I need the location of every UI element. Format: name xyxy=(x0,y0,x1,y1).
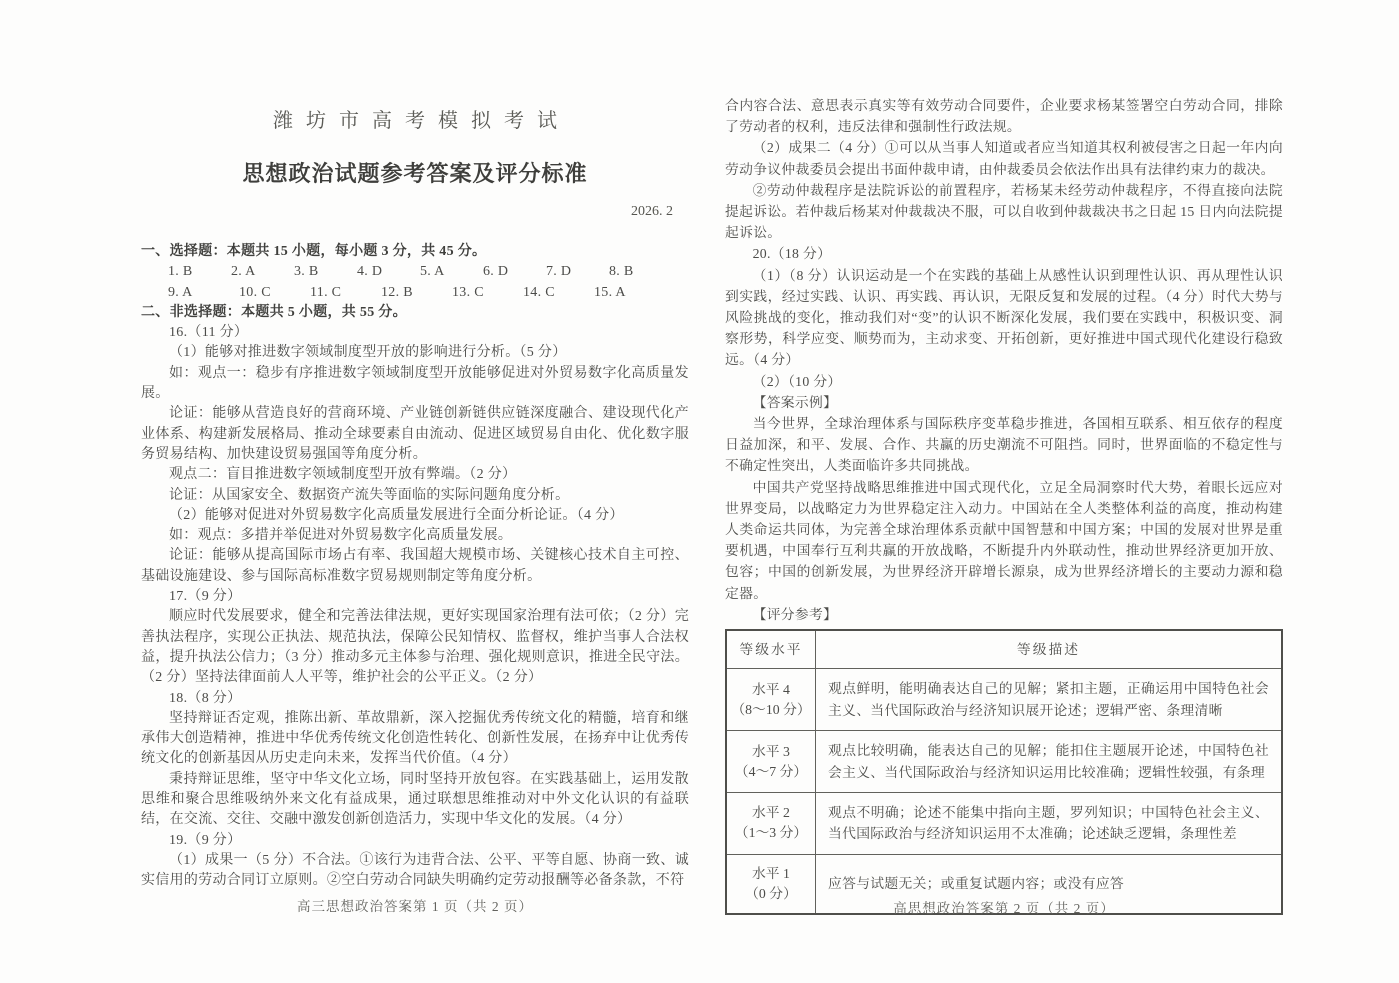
paragraph: 【评分参考】 xyxy=(752,606,838,622)
scoring-table-row xyxy=(726,731,1282,793)
header-description: 等级描述 xyxy=(816,630,1283,669)
paragraph: 坚持辩证否定观，推陈出新、革故鼎新，深入挖掘优秀传统文化的精髓，培育和继承伟大创造精神，推进中华优秀传统文化创造性转化、创新性发展，在扬弃中让优秀传统文化的创新基因从历史走向未来，发挥当代价值。（4 分） xyxy=(141,710,689,767)
choice-answer: 15. A xyxy=(594,284,626,300)
paragraph: 顺应时代发展要求，健全和完善法律法规，更好实现国家治理有法可依；（2 分）完善执法程序，实现公正执法、规范执法，保障公民知情权、监督权，维护当事人合法权益，提升执法公信力；（3 分）推动多元主体参与治理、强化规则意识，推进全民守法。（2 分）坚持法律面前人人平等，维护社会的公平正义。（2 分） xyxy=(141,609,689,686)
paragraph: 17.（9 分） xyxy=(169,589,242,605)
paragraph: 16.（11 分） xyxy=(169,325,249,341)
level-score-range: （0 分） xyxy=(745,885,797,901)
scoring-table-row xyxy=(726,669,1282,731)
answer-key-title: 思想政治试题参考答案及评分标准 xyxy=(242,161,588,186)
scoring-table-row xyxy=(726,792,1282,854)
level-name: 水平 4 xyxy=(752,681,790,697)
paragraph: 论证：能够从营造良好的营商环境、产业链创新链供应链深度融合、建设现代化产业体系、构建新发展格局、推动全球要素自由流动、促进区域贸易自由化、优化数字服务贸易结构、加快建设贸易强国等角度分析。 xyxy=(141,406,689,462)
paragraph: 19.（9 分） xyxy=(169,832,242,848)
choice-answer: 4. D xyxy=(357,264,383,280)
level-description: 应答与试题无关；或重复试题内容；或没有应答 xyxy=(816,854,1283,914)
page-1-footer: 高三思想政治答案第 1 页（共 2 页） xyxy=(297,899,533,914)
choice-answer: 9. A xyxy=(168,284,193,300)
nonchoice-section-heading: 二、非选择题：本题共 5 小题，共 55 分。 xyxy=(141,304,407,320)
choice-answer: 13. C xyxy=(452,284,484,300)
level-description: 观点比较明确，能表达自己的见解；能扣住主题展开论述，中国特色社会主义、当代国际政治与经济知识运用比较准确；逻辑性较强，有条理 xyxy=(816,731,1283,793)
paragraph: （1）能够对推进数字领域制度型开放的影响进行分析。（5 分） xyxy=(169,345,567,361)
level-cell xyxy=(726,669,816,731)
level-name: 水平 2 xyxy=(752,805,790,821)
page-2-body xyxy=(725,95,1283,915)
page-2 xyxy=(725,95,1283,915)
level-cell xyxy=(726,731,816,793)
page-2-paragraphs xyxy=(725,95,1283,625)
paragraph: 20.（18 分） xyxy=(752,246,832,262)
scoring-table xyxy=(725,629,1283,915)
choice-answer: 14. C xyxy=(523,284,555,300)
paragraph: （2）能够对促进对外贸易数字化高质量发展进行全面分析论证。（4 分） xyxy=(169,507,624,523)
paragraph: （1）成果一（5 分）不合法。①该行为违背合法、公平、平等自愿、协商一致、诚实信用的劳动合同订立原则。②空白劳动合同缺失明确约定劳动报酬等必备条款，不符 xyxy=(141,852,689,889)
paragraph: 论证：能够从提高国际市场占有率、我国超大规模市场、关键核心技术自主可控、基础设施建设、参与国际高标准数字贸易规则制定等角度分析。 xyxy=(141,548,689,584)
paragraph: （2）成果二（4 分）①可以从当事人知道或者应当知道其权利被侵害之日起一年内向劳动争议仲裁委员会提出书面仲裁申请，由仲裁委员会依法作出具有法律约束力的裁决。 xyxy=(725,140,1283,177)
choice-answers-row-2 xyxy=(141,283,689,303)
scoring-table-header xyxy=(726,630,1282,669)
choice-answer: 2. A xyxy=(231,264,256,280)
paragraph: （1）（8 分）认识运动是一个在实践的基础上从感性认识到理性认识、再从理性认识到实践，经过实践、认识、再实践、再认识，无限反复和发展的过程。（4 分）时代大势与风险挑战的变化，推动我们对“变”的认识不断深化发展，我们要在实践中，积极识变、洞察形势，科学应变、顺势而为，主动求变、开拓创新，更好推进中国式现代化建设行稳致远。（4 分） xyxy=(725,267,1283,368)
paragraph: 中国共产党坚持战略思维推进中国式现代化，立足全局洞察时代大势，着眼长远应对世界变局，以战略定力为世界稳定注入动力。中国站在全人类整体利益的高度，推动构建人类命运共同体，为完善全球治理体系贡献中国智慧和中国方案；中国的发展对世界是重要机遇，中国奉行互利共赢的开放战略，不断提升内外联动性，推动世界经济更加开放、包容；中国的创新发展，为世界经济开辟增长源泉，成为世界经济增长的主要动力源和稳定器。 xyxy=(725,479,1283,601)
level-name: 水平 3 xyxy=(752,743,790,759)
exam-date: 2026. 2 xyxy=(631,204,673,219)
choice-answer: 1. B xyxy=(168,264,193,280)
choice-answer: 5. A xyxy=(420,264,445,280)
choice-answer: 10. C xyxy=(239,284,271,300)
level-cell xyxy=(726,792,816,854)
scoring-table-body xyxy=(726,669,1282,914)
paragraph: 观点二：盲目推进数字领域制度型开放有弊端。（2 分） xyxy=(169,467,517,483)
level-score-range: （1～3 分） xyxy=(734,825,808,841)
paragraph: 18.（8 分） xyxy=(169,690,242,706)
paragraph: 当今世界，全球治理体系与国际秩序变革稳步推进，各国相互联系、相互依存的程度日益加深，和平、发展、合作、共赢的历史潮流不可阻挡。同时，世界面临的不稳定性与不确定性突出，人类面临许多共同挑战。 xyxy=(725,416,1283,474)
paragraph: 合内容合法、意思表示真实等有效劳动合同要件，企业要求杨某签署空白劳动合同，排除了劳动者的权利，违反法律和强制性行政法规。 xyxy=(725,98,1283,135)
choice-answer: 3. B xyxy=(294,264,319,280)
choice-answers-row-1 xyxy=(141,262,689,282)
page-1-body xyxy=(141,242,689,892)
header-level: 等级水平 xyxy=(726,630,816,669)
level-name: 水平 1 xyxy=(752,865,790,881)
page-2-footer: 高思想政治答案第 2 页（共 2 页） xyxy=(893,901,1115,916)
paragraph: 如：观点一：稳步有序推进数字领域制度型开放能够促进对外贸易数字化高质量发展。 xyxy=(141,365,689,402)
level-description: 观点鲜明，能明确表达自己的见解；紧扣主题，正确运用中国特色社会主义、当代国际政治与经济知识展开论述；逻辑严密、条理清晰 xyxy=(816,669,1283,731)
paragraph: （2）（10 分） xyxy=(752,373,842,389)
choice-answer: 7. D xyxy=(546,264,572,280)
table-header-row xyxy=(726,630,1282,669)
choice-section-heading: 一、选择题：本题共 15 小题，每小题 3 分，共 45 分。 xyxy=(141,244,487,259)
choice-answer: 6. D xyxy=(483,264,509,280)
page-1-paragraphs xyxy=(141,323,689,891)
page-1 xyxy=(141,0,689,892)
level-description: 观点不明确；论述不能集中指向主题，罗列知识；中国特色社会主义、当代国际政治与经济知识运用不太准确；论述缺乏逻辑，条理性差 xyxy=(816,792,1283,854)
paragraph: 如：观点：多措并举促进对外贸易数字化高质量发展。 xyxy=(169,528,513,544)
exam-title: 潍坊市高考模拟考试 xyxy=(273,110,570,132)
level-score-range: （4～7 分） xyxy=(734,763,808,779)
level-score-range: （8～10 分） xyxy=(731,701,811,717)
choice-answer: 12. B xyxy=(381,284,413,300)
choice-answer: 11. C xyxy=(310,284,342,300)
paragraph: 论证：从国家安全、数据资产流失等面临的实际问题角度分析。 xyxy=(169,487,570,503)
paragraph: ②劳动仲裁程序是法院诉讼的前置程序，若杨某未经劳动仲裁程序，不得直接向法院提起诉讼。若仲裁后杨某对仲裁裁决不服，可以自收到仲裁裁决书之日起 15 日内向法院提起诉讼。 xyxy=(725,182,1283,241)
choice-answer: 8. B xyxy=(609,264,634,280)
paragraph: 秉持辩证思维，坚守中华文化立场，同时坚持开放包容。在实践基础上，运用发散思维和聚合思维吸纳外来文化有益成果，通过联想思维推动对中外文化认识的有益联结，在交流、交往、交融中激发创新创造活力，实现中华文化的发展。（4 分） xyxy=(141,771,689,828)
paragraph: 【答案示例】 xyxy=(752,394,838,410)
